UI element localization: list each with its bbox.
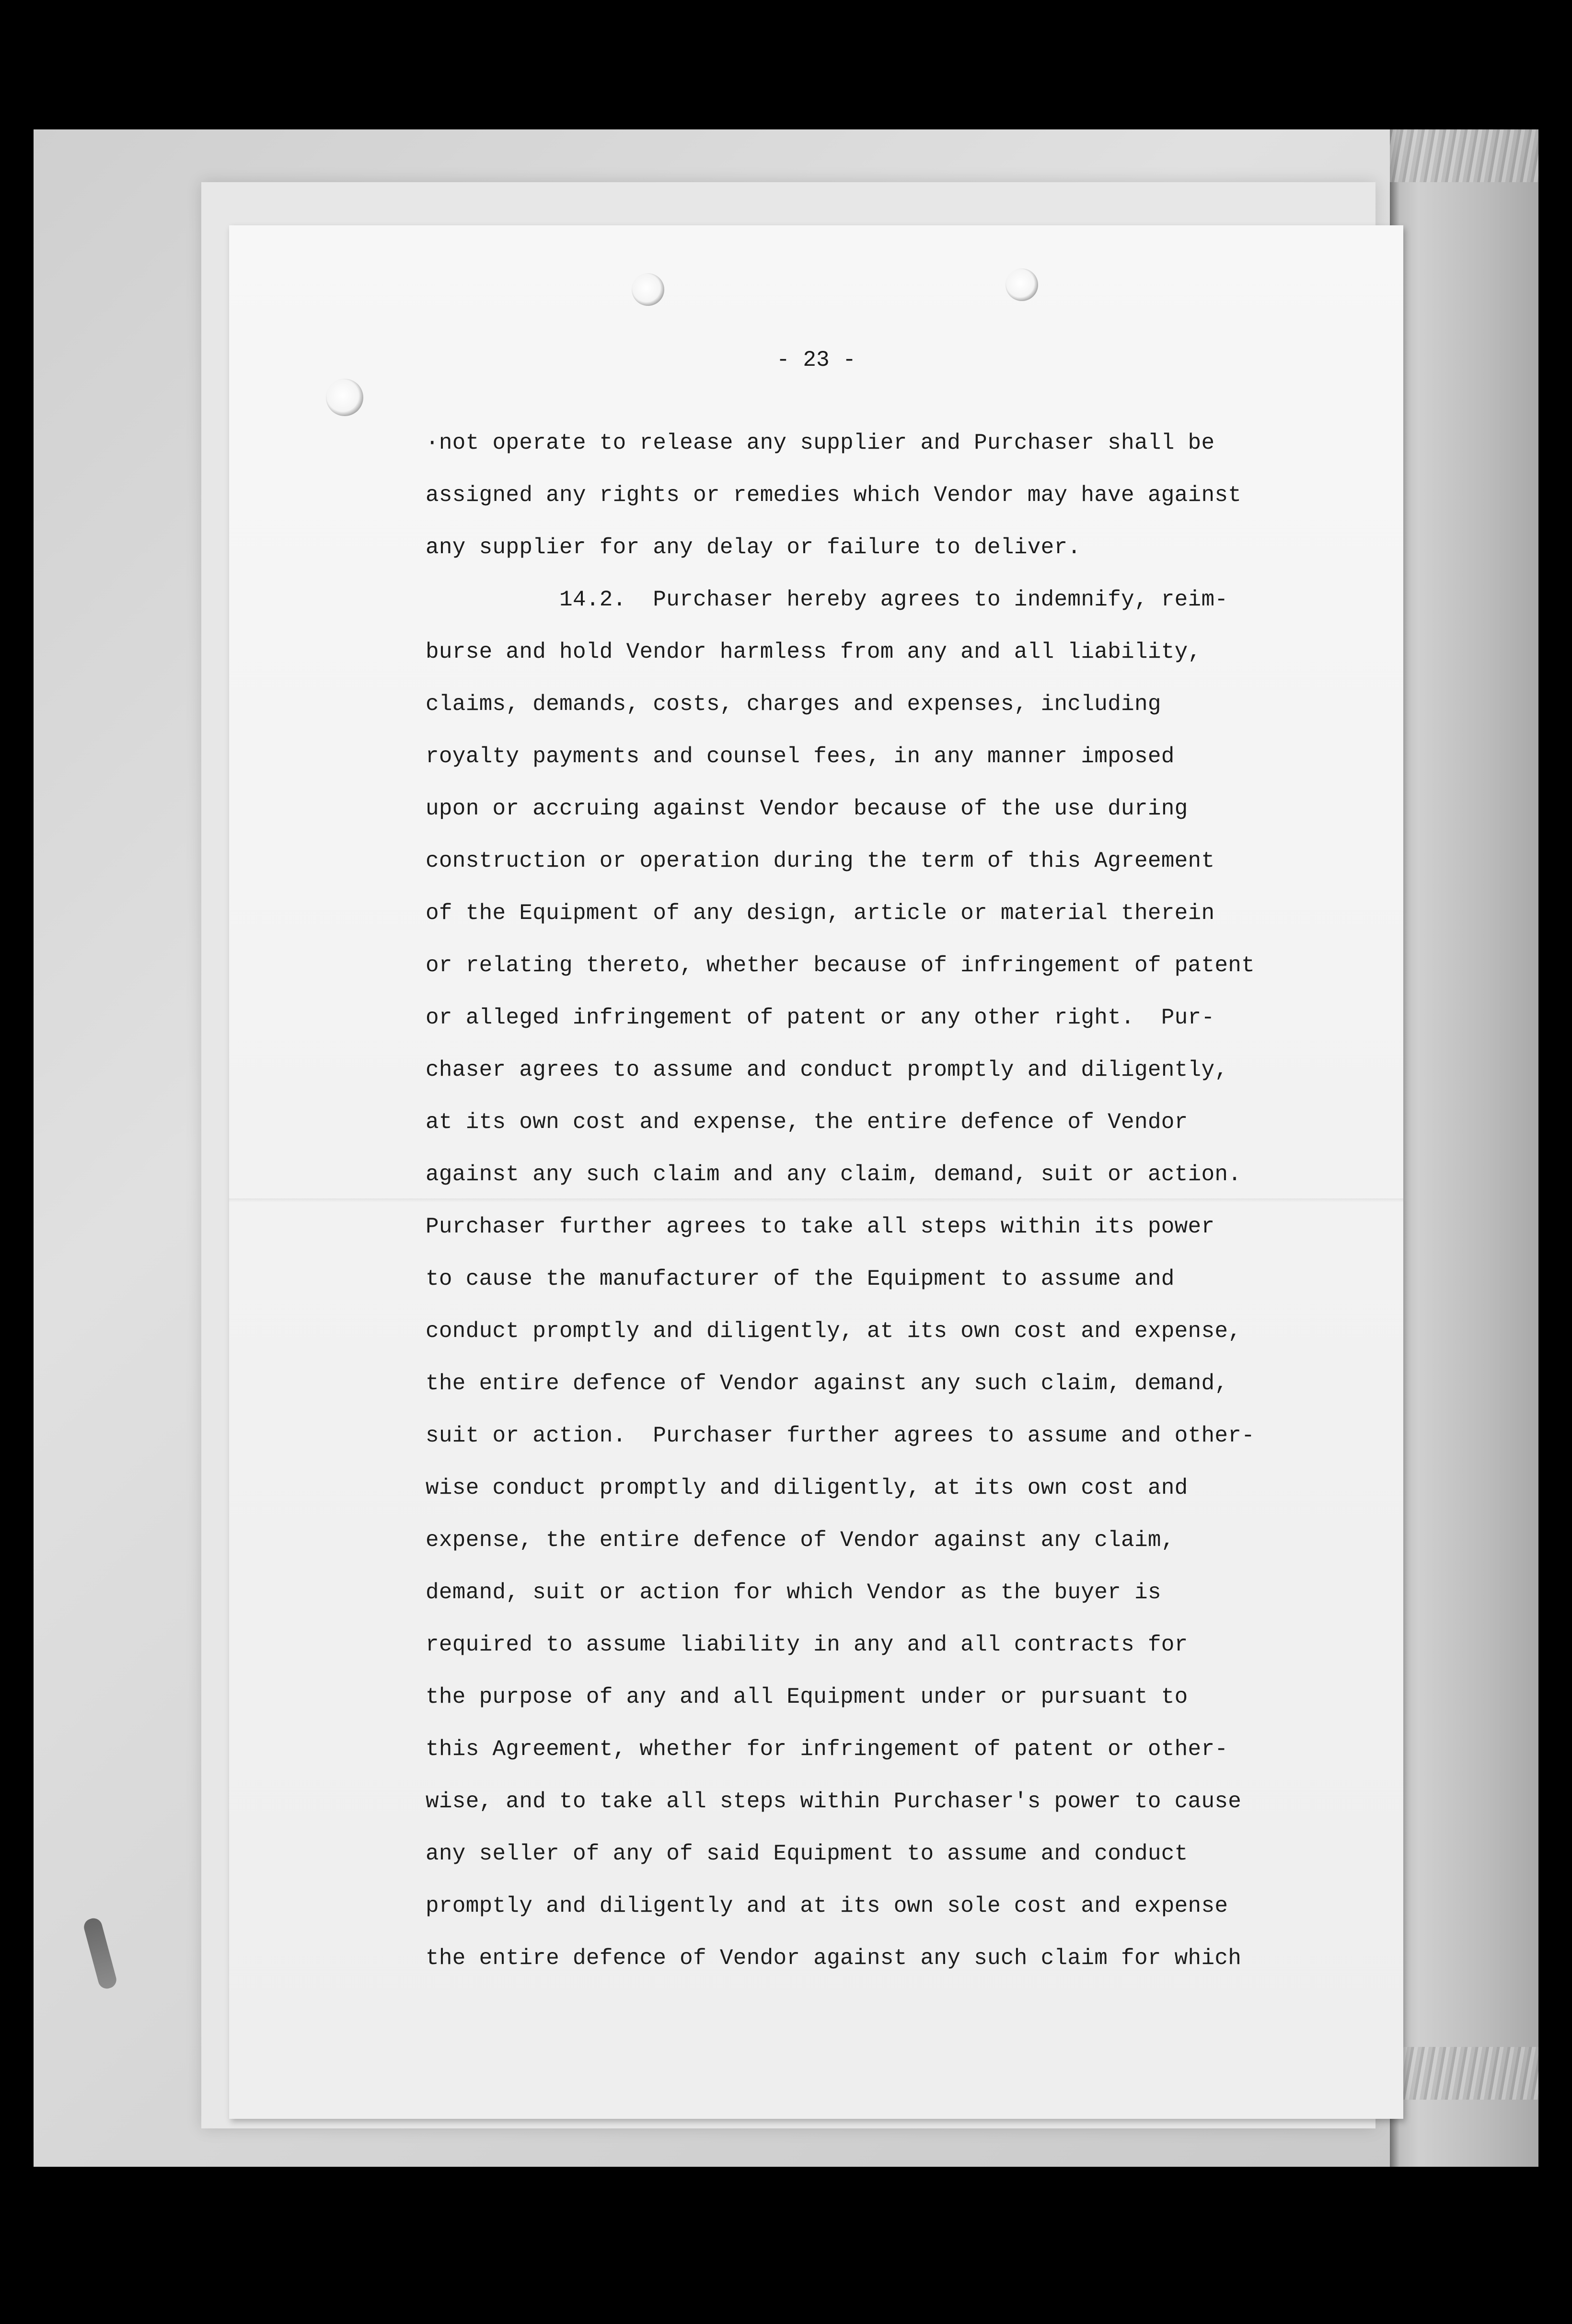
text-line: at its own cost and expense, the entire defence of Vendor xyxy=(426,1110,1188,1135)
text-line: promptly and diligently and at its own sole cost and expense xyxy=(426,1894,1228,1918)
text-line: any seller of any of said Equipment to assume and conduct xyxy=(426,1841,1188,1866)
text-line: 14.2. Purchaser hereby agrees to indemnify, reim- xyxy=(426,587,1228,612)
punch-hole-icon xyxy=(632,273,664,306)
text-line: the entire defence of Vendor against any such claim, demand, xyxy=(426,1371,1228,1396)
text-line: wise, and to take all steps within Purchaser's power to cause xyxy=(426,1789,1242,1814)
right-paper-edge xyxy=(1390,129,1538,2167)
text-line: demand, suit or action for which Vendor as the buyer is xyxy=(426,1580,1161,1605)
text-line: the purpose of any and all Equipment under or pursuant to xyxy=(426,1685,1188,1709)
text-line: or relating thereto, whether because of infringement of patent xyxy=(426,953,1255,978)
text-line: ·not operate to release any supplier and Purchaser shall be xyxy=(426,430,1215,455)
text-line: the entire defence of Vendor against any such claim for which xyxy=(426,1946,1242,1971)
text-line: burse and hold Vendor harmless from any and all liability, xyxy=(426,639,1202,664)
text-line: required to assume liability in any and all contracts for xyxy=(426,1632,1188,1657)
text-line: chaser agrees to assume and conduct promptly and diligently, xyxy=(426,1057,1228,1082)
document-page xyxy=(229,225,1403,2119)
text-line: construction or operation during the term of this Agreement xyxy=(426,848,1215,873)
text-line: claims, demands, costs, charges and expenses, including xyxy=(426,692,1161,717)
rough-edge-top xyxy=(1390,129,1538,182)
text-line: Purchaser further agrees to take all steps within its power xyxy=(426,1214,1215,1239)
punch-hole-icon xyxy=(326,379,363,416)
text-line: assigned any rights or remedies which Vendor may have against xyxy=(426,483,1242,508)
body-text xyxy=(426,417,1375,1985)
page-number: - 23 - xyxy=(776,348,856,372)
punch-hole-icon xyxy=(1006,268,1038,301)
text-line: conduct promptly and diligently, at its own cost and expense, xyxy=(426,1319,1242,1344)
text-line: this Agreement, whether for infringement of patent or other- xyxy=(426,1737,1228,1762)
rough-edge-bottom xyxy=(1390,2047,1538,2100)
text-line: any supplier for any delay or failure to deliver. xyxy=(426,535,1081,560)
text-line: upon or accruing against Vendor because of the use during xyxy=(426,796,1188,821)
text-line: suit or action. Purchaser further agrees to assume and other- xyxy=(426,1423,1255,1448)
text-line: of the Equipment of any design, article or material therein xyxy=(426,901,1215,926)
text-line: or alleged infringement of patent or any other right. Pur- xyxy=(426,1005,1215,1030)
text-line: to cause the manufacturer of the Equipment to assume and xyxy=(426,1267,1175,1291)
text-line: royalty payments and counsel fees, in any manner imposed xyxy=(426,744,1175,769)
text-line: against any such claim and any claim, demand, suit or action. xyxy=(426,1162,1242,1187)
text-line: expense, the entire defence of Vendor against any claim, xyxy=(426,1528,1175,1553)
text-line: wise conduct promptly and diligently, at its own cost and xyxy=(426,1476,1188,1500)
